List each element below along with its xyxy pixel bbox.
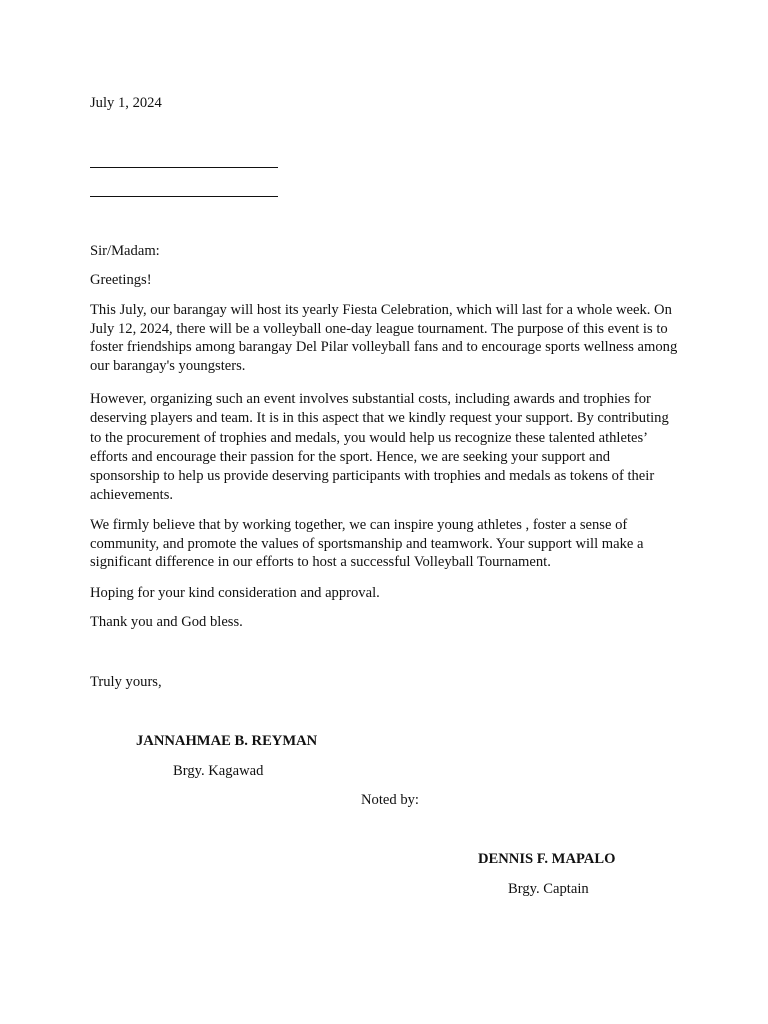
body-paragraph-1: This July, our barangay will host its yearly Fiesta Celebration, which will last for a whole week. On July 12, 2024, there will be a volleyball one-day league tournament. The purpose of this event is to foster friendships among barangay Del Pilar volleyball fans and to encourage sports wellness among our barangay's youngsters. [90, 302, 678, 374]
salutation: Sir/Madam: [90, 243, 160, 259]
noter-name: DENNIS F. MAPALO [478, 851, 616, 867]
greeting: Greetings! [90, 272, 152, 288]
letter-date: July 1, 2024 [90, 95, 162, 111]
noted-by-label: Noted by: [361, 792, 419, 808]
closing: Truly yours, [90, 674, 162, 690]
hoping-line: Hoping for your kind consideration and approval. [90, 585, 380, 601]
sender-name: JANNAHMAE B. REYMAN [136, 733, 318, 749]
recipient-address-line [90, 196, 278, 197]
sender-title: Brgy. Kagawad [173, 763, 264, 779]
recipient-name-line [90, 167, 278, 168]
body-paragraph-3: We firmly believe that by working together, we can inspire young athletes , foster a sense of community, and promote the values of sportsmanship and teamwork. Your support will make a significant difference in our efforts to host a successful Volleyball Tournament. [90, 517, 644, 570]
thanks-line: Thank you and God bless. [90, 614, 243, 630]
body-paragraph-2: However, organizing such an event involves substantial costs, including awards and trophies for deserving players and team. It is in this aspect that we kindly request your support. By contributing to the procurement of trophies and medals, you would help us recognize these talented athletes’ efforts and encourage their passion for the sport. Hence, we are seeking your support and sponsorship to help us provide deserving participants with trophies and medals as tokens of their achievements. [90, 391, 669, 504]
noter-title: Brgy. Captain [508, 881, 589, 897]
